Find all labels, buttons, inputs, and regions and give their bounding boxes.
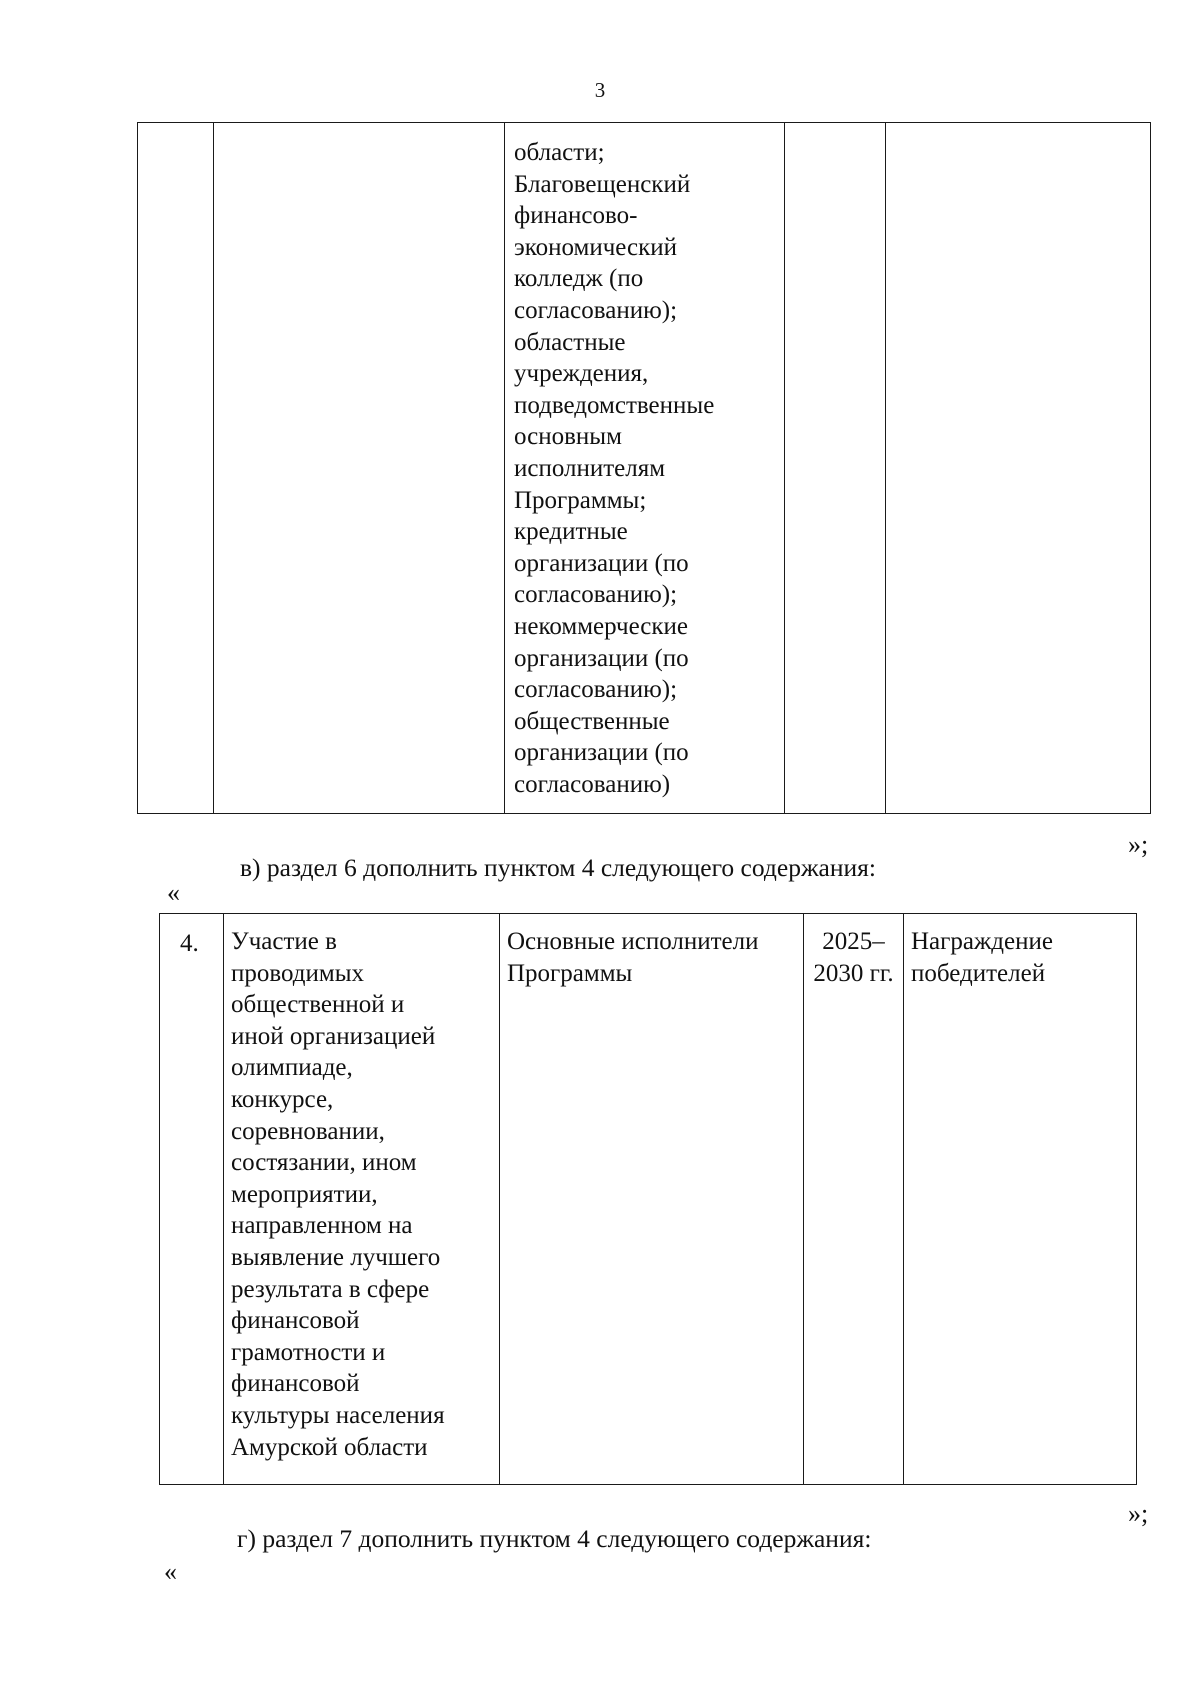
cell-line: состязании, ином <box>231 1149 417 1177</box>
event-text <box>224 914 499 1463</box>
cell-line: общественной и <box>231 991 405 1019</box>
page-number: 3 <box>594 78 606 102</box>
event-cell <box>214 123 505 814</box>
executors-cell <box>505 123 785 814</box>
cell-line: согласованию); <box>514 676 678 704</box>
event-cell <box>224 914 500 1485</box>
paragraph-g: г) раздел 7 дополнить пунктом 4 следующего содержания: <box>237 1524 872 1553</box>
continuation-table <box>137 122 1151 814</box>
cell-line: общественные <box>514 707 670 735</box>
period-cell <box>804 914 904 1485</box>
cell-line: учреждения, <box>514 360 649 388</box>
cell-line: соревновании, <box>231 1117 385 1145</box>
cell-line: некоммерческие <box>514 612 688 640</box>
cell-line: основным <box>514 423 622 451</box>
executors-text <box>500 914 803 989</box>
cell-line: колледж (по <box>514 265 644 293</box>
cell-line: проводимых <box>231 959 365 987</box>
table-row <box>138 123 1151 814</box>
closing-quote: »; <box>1128 1499 1149 1528</box>
executors-cell <box>500 914 804 1485</box>
cell-line: финансовой <box>231 1370 360 1398</box>
cell-line: Награждение <box>911 928 1053 955</box>
cell-line: финансово- <box>514 202 638 230</box>
row-number: 4. <box>180 930 199 957</box>
cell-line: областные <box>514 328 626 356</box>
cell-line: иной организацией <box>231 1022 436 1050</box>
cell-line: направленном на <box>231 1212 413 1240</box>
cell-line: победителей <box>911 959 1046 987</box>
cell-line: согласованию); <box>514 581 678 609</box>
closing-quote: »; <box>1128 830 1149 859</box>
cell-line: Амурской области <box>231 1433 428 1461</box>
cell-line: согласованию) <box>514 770 671 798</box>
cell-line: Участие в <box>231 928 337 955</box>
cell-line: олимпиаде, <box>231 1054 353 1082</box>
cell-line: организации (по <box>514 644 689 672</box>
cell-line: 2025– <box>822 928 885 955</box>
result-text <box>904 914 1136 989</box>
cell-line: кредитные <box>514 518 628 546</box>
cell-line: организации (по <box>514 549 689 577</box>
opening-quote: « <box>164 1557 177 1586</box>
table-row <box>160 914 1137 1485</box>
cell-line: культуры населения <box>231 1401 445 1429</box>
section6-item4-table <box>159 913 1137 1485</box>
cell-line: выявление лучшего <box>231 1243 441 1271</box>
number-cell <box>138 123 214 814</box>
cell-line: исполнителям <box>514 454 666 482</box>
cell-line: Программы; <box>514 486 647 514</box>
paragraph-v: в) раздел 6 дополнить пунктом 4 следующего содержания: <box>240 853 876 882</box>
period-cell <box>785 123 886 814</box>
opening-quote: « <box>167 878 180 907</box>
cell-line: Благовещенский <box>514 170 691 198</box>
cell-line: финансовой <box>231 1307 360 1335</box>
cell-line: согласованию); <box>514 296 678 324</box>
cell-line: Программы <box>507 959 633 987</box>
cell-line: области; <box>514 139 605 166</box>
cell-line: организации (по <box>514 739 689 767</box>
cell-line: экономический <box>514 233 678 261</box>
cell-line: 2030 гг. <box>813 959 894 987</box>
result-cell <box>886 123 1151 814</box>
cell-line: мероприятии, <box>231 1180 378 1208</box>
cell-line: Основные исполнители <box>507 928 759 955</box>
result-cell <box>904 914 1137 1485</box>
cell-line: конкурсе, <box>231 1085 334 1113</box>
cell-line: подведомственные <box>514 391 715 419</box>
period-text <box>804 914 903 989</box>
cell-line: результата в сфере <box>231 1275 430 1303</box>
executors-text <box>505 123 784 800</box>
cell-line: грамотности и <box>231 1338 386 1366</box>
number-cell <box>160 914 224 1485</box>
